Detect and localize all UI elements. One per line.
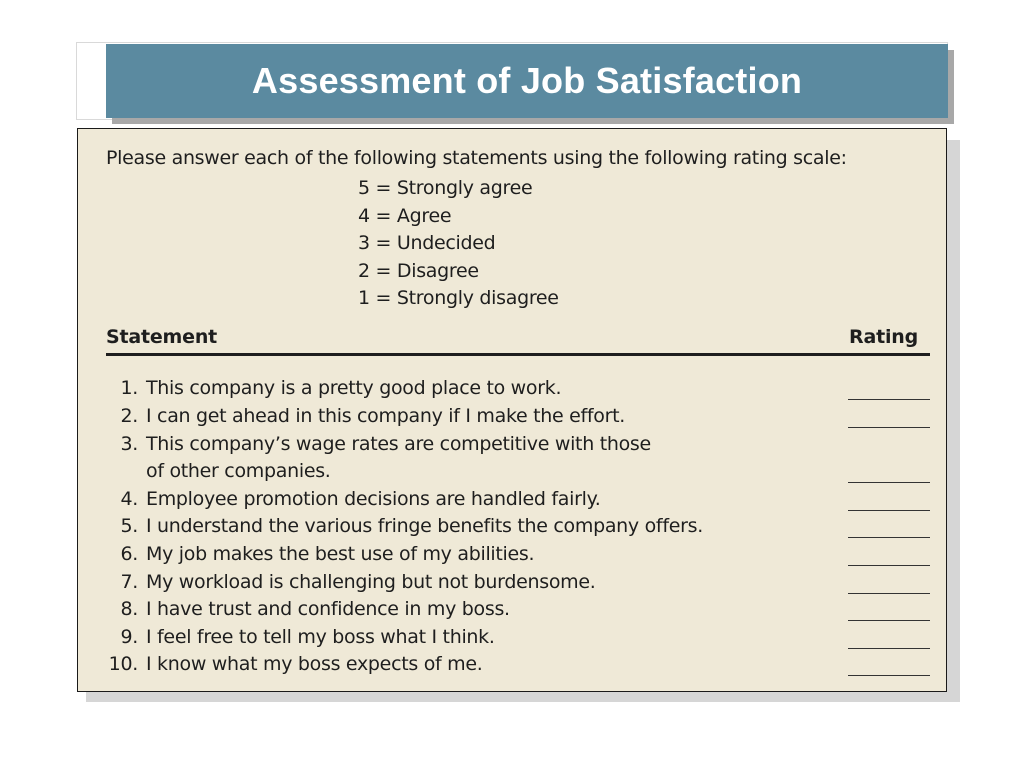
statement-text: This company is a pretty good place to work. xyxy=(146,377,562,399)
title-banner xyxy=(106,44,948,118)
rating-blank[interactable] xyxy=(848,427,930,428)
rating-column-header: Rating xyxy=(849,326,918,348)
rating-scale xyxy=(358,175,559,313)
statement-text: This company’s wage rates are competitive with those xyxy=(146,433,651,455)
statement-number: 4. xyxy=(120,488,138,510)
rating-blank[interactable] xyxy=(848,675,930,676)
statement-number: 1. xyxy=(120,377,138,399)
slide-title: Assessment of Job Satisfaction xyxy=(251,60,803,101)
statement-text: My workload is challenging but not burdensome. xyxy=(146,571,596,593)
scale-item-3: 3 = Undecided xyxy=(358,232,496,255)
rating-blank[interactable] xyxy=(848,537,930,538)
statement-text: My job makes the best use of my abilities. xyxy=(146,543,535,565)
statement-number: 2. xyxy=(120,405,138,427)
rating-blank[interactable] xyxy=(848,648,930,649)
statement-number: 6. xyxy=(120,543,138,565)
statement-text-continued: of other companies. xyxy=(146,460,331,482)
statement-number: 5. xyxy=(120,515,138,537)
scale-item-5: 5 = Strongly agree xyxy=(358,177,533,199)
rating-blank[interactable] xyxy=(848,565,930,566)
scale-item-4: 4 = Agree xyxy=(358,204,452,227)
statement-number: 10. xyxy=(108,653,138,675)
rating-blank[interactable] xyxy=(848,510,930,511)
statement-column-header: Statement xyxy=(106,326,218,348)
header-rule xyxy=(106,353,930,356)
statement-number: 9. xyxy=(120,626,138,648)
statement-number: 7. xyxy=(120,571,138,593)
statement-text: I have trust and confidence in my boss. xyxy=(146,598,510,620)
statement-text: I feel free to tell my boss what I think. xyxy=(146,626,495,648)
statement-number: 8. xyxy=(120,598,138,620)
statement-text: I can get ahead in this company if I make the effort. xyxy=(146,405,626,427)
scale-item-2: 2 = Disagree xyxy=(358,259,479,282)
rating-blank[interactable] xyxy=(848,593,930,594)
rating-blank[interactable] xyxy=(848,482,930,483)
survey-instruction: Please answer each of the following statements using the following rating scale: xyxy=(106,147,847,169)
statement-text: I understand the various fringe benefits the company offers. xyxy=(146,515,703,537)
survey-panel xyxy=(77,128,947,692)
scale-item-1: 1 = Strongly disagree xyxy=(358,287,559,310)
statement-text: Employee promotion decisions are handled fairly. xyxy=(146,488,601,510)
statement-text: I know what my boss expects of me. xyxy=(146,653,483,675)
rating-blank[interactable] xyxy=(848,399,930,400)
rating-blank[interactable] xyxy=(848,620,930,621)
statement-number: 3. xyxy=(120,433,138,455)
